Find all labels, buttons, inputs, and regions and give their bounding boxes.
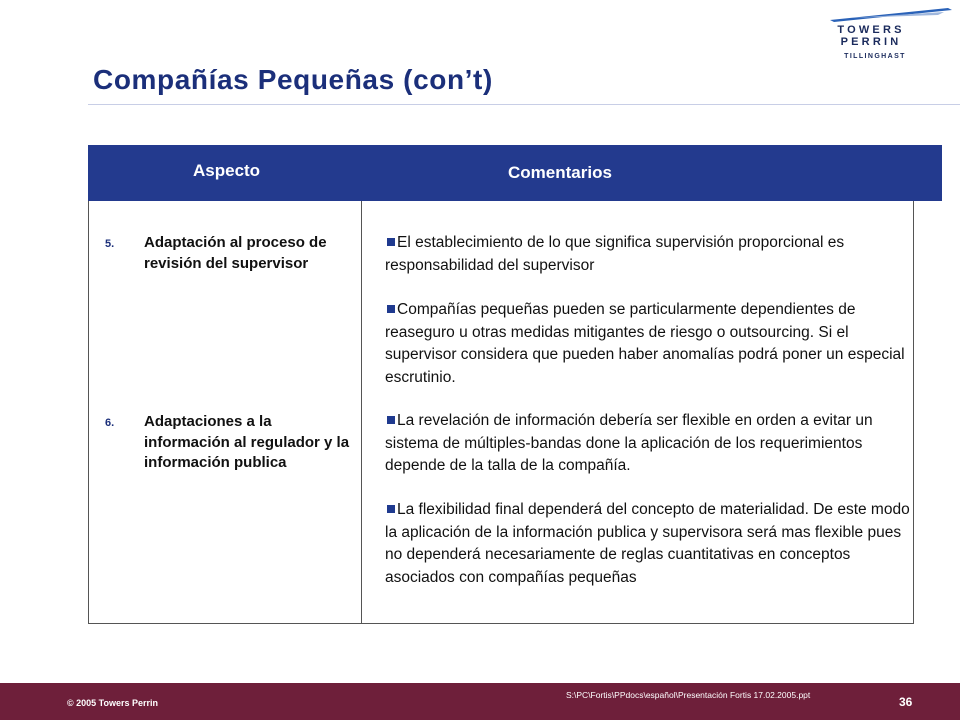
comment-item [385, 232, 915, 277]
square-bullet-icon [387, 505, 395, 513]
square-bullet-icon [387, 416, 395, 424]
footer-file-path: S:\PC\Fortis\PPdocs\español\Presentación Fortis 17.02.2005.ppt [566, 690, 811, 700]
logo-line-2: PERRIN [840, 36, 902, 48]
comment-text: El establecimiento de lo que significa supervisión proporcional es responsabilidad del supervisor [385, 234, 845, 274]
footer-bar [0, 683, 960, 720]
logo-swoosh-icon [826, 6, 954, 26]
comment-item [385, 410, 915, 478]
comment-item [385, 499, 915, 590]
aspect-number: 5. [105, 238, 115, 250]
comment-text: Compañías pequeñas pueden se particularmente dependientes de reaseguro u otras medidas mitigantes de riesgo o outsourcing. Si el supervisor considera que pueden haber anomalías podrá poner un especial escrutinio. [385, 301, 905, 387]
table-header [88, 145, 942, 201]
aspect-number: 6. [105, 417, 115, 429]
column-divider [361, 201, 362, 623]
square-bullet-icon [387, 305, 395, 313]
page-number: 36 [899, 695, 913, 709]
logo-line-3: TILLINGHAST [844, 53, 906, 60]
logo-line-1: TOWERS [837, 24, 905, 36]
company-logo [826, 6, 954, 64]
square-bullet-icon [387, 238, 395, 246]
comment-text: La revelación de información debería ser flexible en orden a evitar un sistema de múltiples-bandas done la aplicación de los requerimientos depende de la talla de la compañía. [385, 412, 873, 475]
page-title: Compañías Pequeñas (con’t) [93, 64, 493, 95]
table-body [88, 201, 914, 624]
aspect-text: Adaptaciones a la información al regulador y la información publica [144, 413, 350, 471]
header-aspect: Aspecto [193, 161, 261, 180]
comment-item [385, 299, 915, 390]
header-comments: Comentarios [508, 163, 612, 182]
title-divider [88, 104, 960, 105]
aspect-text: Adaptación al proceso de revisión del supervisor [144, 234, 327, 272]
comment-text: La flexibilidad final dependerá del concepto de materialidad. De este modo la aplicación de la información publica y supervisora será mas flexible pues no dependerá necesariamente de reglas cuantitativas en conceptos asociados con compañías pequeñas [385, 501, 910, 587]
footer-copyright: © 2005 Towers Perrin [67, 698, 159, 708]
